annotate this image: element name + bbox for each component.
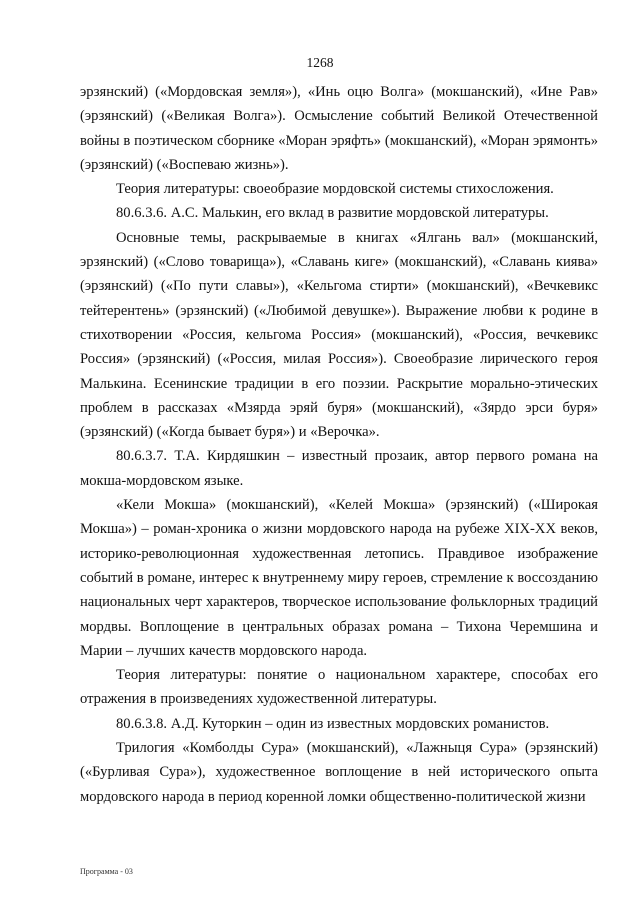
section-heading: 80.6.3.7. Т.А. Кирдяшкин – известный прозаик, автор первого романа на мокша-мордовском языке.	[80, 448, 598, 489]
page-number: 1268	[306, 55, 334, 70]
body-text	[80, 80, 598, 809]
section-heading: 80.6.3.6. А.С. Малькин, его вклад в развитие мордовской литературы.	[116, 205, 549, 222]
section-heading: 80.6.3.8. А.Д. Куторкин – один из известных мордовских романистов.	[116, 715, 550, 732]
paragraph: Основные темы, раскрываемые в книгах «Ялгань вал» (мокшанский, эрзянский) («Слово товарища»), «Славань киге» (мокшанский), «Славань киява» (эрзянский) («По пути славы»), «Кельгома стирти» (мокшанский), «Вечкевикс тейтерентень» (эрзянский) («Любимой девушке»). Выражение любви к родине в стихотворении «Россия, кельгома Россия» (мокшанский), «Россия, вечкевикс Россия» (эрзянский) («Россия, милая Россия»). Своеобразие лирического героя Малькина. Есенинские традиции в его поэзии. Раскрытие морально-этических проблем в рассказах «Мзярда эряй буря» (мокшанский), «Зярдо эрси буря» (эрзянский) («Когда бывает буря») и «Верочка».	[80, 229, 598, 441]
page-footer: Программа - 03	[80, 867, 133, 876]
paragraph: Теория литературы: своеобразие мордовской системы стихосложения.	[116, 181, 554, 198]
paragraph: эрзянский) («Мордовская земля»), «Инь оцю Волга» (мокшанский), «Ине Рав» (эрзянский) («Великая Волга»). Осмысление событий Великой Отечественной войны в поэтическом сборнике «Моран эряфть» (мокшанский), «Моран эрямонть» (эрзянский) («Воспеваю жизнь»).	[80, 84, 598, 173]
paragraph: Трилогия «Комболды Сура» (мокшанский), «Лажныця Сура» (эрзянский) («Бурливая Сура»), художественное воплощение в ней исторического опыта мордовского народа в период коренной ломки общественно-политической жизни	[80, 740, 598, 805]
paragraph: «Кели Мокша» (мокшанский), «Келей Мокша» (эрзянский) («Широкая Мокша») – роман-хроника о жизни мордовского народа на рубеже XIX-XX веков, историко-революционная художественная летопись. Правдивое изображение событий в романе, интерес к внутреннему миру героев, стремление к воссозданию национальных черт характеров, творческое использование фольклорных традиций мордвы. Воплощение в центральных образах романа – Тихона Черемшина и Марии – лучших качеств мордовского народа.	[80, 497, 598, 659]
paragraph: Теория литературы: понятие о национальном характере, способах его отражения в произведениях художественной литературы.	[80, 667, 598, 708]
